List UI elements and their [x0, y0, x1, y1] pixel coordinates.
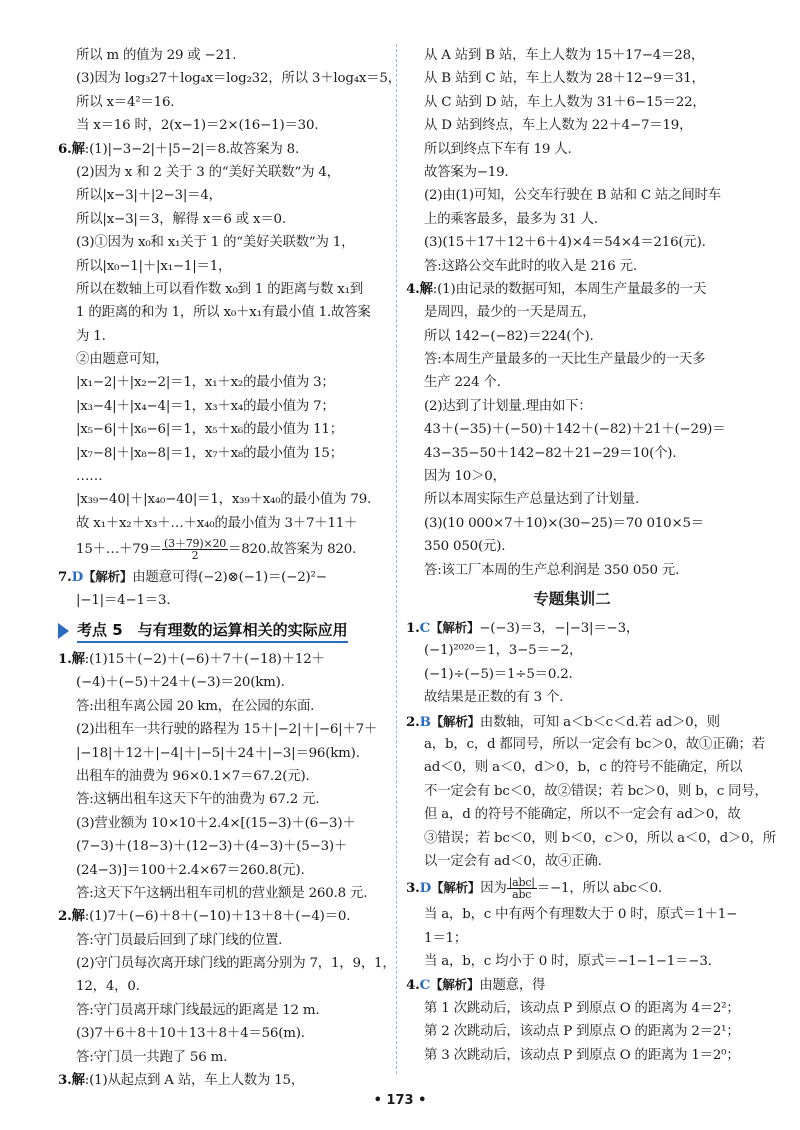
text-line: 答:守门员最后回到了球门线的位置.	[76, 932, 283, 948]
text-line: 以一定会有 ad＜0，故④正确.	[424, 853, 602, 869]
text-line: (2)出租车一共行驶的路程为 15＋|−2|＋|−6|＋7＋	[76, 722, 378, 738]
text-line: 1＝1；	[424, 930, 468, 946]
text-line: (3)7＋6＋8＋10＋13＋8＋4＝56(m).	[76, 1026, 305, 1042]
text-fragment: ＝−1，所以 abc＜0.	[536, 881, 662, 897]
text-line: 当 a，b，c 均小于 0 时，原式＝−1−1−1＝−3.	[424, 954, 712, 970]
text-line: (7−3)＋(18−3)＋(12−3)＋(4−3)＋(5−3)＋	[76, 839, 348, 855]
question-number: 7.	[58, 569, 72, 586]
page-number: • 173 •	[373, 1093, 427, 1108]
text-line: (2)因为 x 和 2 关于 3 的“美好关联数”为 4，	[76, 164, 340, 180]
triangle-marker-icon	[58, 623, 69, 639]
fraction	[507, 877, 537, 900]
text-line: :(1)由记录的数据可知，本周生产量最多的一天	[432, 281, 707, 297]
text-line: 答:这天下午这辆出租车司机的营业额是 260.8 元.	[76, 885, 368, 901]
text-line: ……	[76, 469, 103, 485]
question-3	[58, 1069, 388, 1092]
text-line: 但 a，d 的符号不能确定，所以不一定会有 ad＞0，故	[424, 807, 741, 823]
text-line: (−1)²⁰²⁰＝1，3−5＝−2，	[424, 643, 583, 659]
question-number: 1.	[58, 650, 72, 667]
question-number: 6.	[58, 140, 72, 157]
text-line: 第 2 次跳动后，该动点 P 到原点 O 的距离为 2＝2¹；	[424, 1024, 740, 1040]
text-line: 所以 142−(−82)＝224(个).	[424, 328, 594, 344]
question-number: 2.	[406, 713, 420, 730]
question-6	[58, 138, 388, 161]
text-fragment: 因为	[480, 881, 507, 897]
left-column	[58, 44, 401, 1092]
fraction-line	[58, 535, 388, 565]
question-number: 4.	[406, 977, 420, 994]
text-line: 生产 224 个.	[424, 375, 501, 391]
fraction	[162, 538, 228, 561]
solution-label: 解	[71, 908, 85, 925]
text-line: :(1)15＋(−2)＋(−6)＋7＋(−18)＋12＋	[84, 651, 325, 667]
fraction-denominator: 2	[191, 549, 199, 563]
answer-letter: C	[419, 977, 431, 994]
analysis-tag: 【解析】	[430, 713, 480, 729]
text-line: 所以 m 的值为 29 或 −21.	[76, 48, 237, 63]
text-line: (3)营业额为 10×10＋2.4×[(15−3)＋(6−3)＋	[76, 815, 356, 831]
text-line: −(−3)＝3，−|−3|＝−3，	[479, 620, 640, 636]
text-line: (3)因为 log₃27＋log₄x＝log₂32，所以 3＋log₄x＝5，	[76, 71, 401, 87]
solution-label: 解	[71, 650, 85, 667]
text-line: ②由题意可知，	[76, 352, 169, 368]
text-line: 所以在数轴上可以看作数 x₀到 1 的距离与数 x₁到	[76, 281, 364, 297]
question-3	[406, 873, 738, 903]
text-line: (−1)÷(−5)＝1÷5＝0.2.	[424, 666, 573, 682]
question-1	[58, 648, 388, 671]
text-line: 所以 x＝4²＝16.	[76, 94, 175, 110]
text-line: 为 1.	[76, 328, 106, 344]
question-1	[406, 616, 738, 639]
answer-letter: D	[71, 569, 84, 586]
text-line: 43＋(−35)＋(−50)＋142＋(−82)＋21＋(−29)＝	[424, 422, 726, 438]
text-line: 第 1 次跳动后，该动点 P 到原点 O 的距离为 4＝2²；	[424, 1000, 740, 1016]
text-line: 所以到终点下车有 19 人.	[424, 141, 572, 157]
text-line: :(1)|−3−2|＋|5−2|＝8.故答案为 8.	[84, 141, 300, 157]
text-line: |−1|＝4−1＝3.	[76, 592, 171, 608]
text-line: 答:本周生产量最多的一天比生产量最少的一天多	[424, 352, 706, 368]
text-line: 所以|x−3|＝3，解得 x＝6 或 x＝0.	[76, 211, 286, 227]
text-line: 43−35−50＋142−82＋21−29＝10(个).	[424, 445, 677, 461]
section-title: 考点 5 与有理数的运算相关的实际应用	[77, 619, 348, 643]
text-line: (3)①因为 x₀和 x₁关于 1 的“美好关联数”为 1，	[76, 235, 355, 251]
text-line: 上的乘客最多，最多为 31 人.	[424, 211, 598, 227]
solution-label: 解	[71, 1072, 85, 1089]
text-line: |x₁−2|＋|x₂−2|＝1，x₁＋x₂的最小值为 3；	[76, 375, 335, 391]
text-line: |x₅−6|＋|x₆−6|＝1，x₅＋x₆的最小值为 11；	[76, 422, 343, 438]
question-number: 4.	[406, 280, 420, 297]
text-line: 故结果是正数的有 3 个.	[424, 690, 564, 706]
analysis-tag: 【解析】	[431, 880, 481, 896]
text-line: 从 A 站到 B 站，车上人数为 15＋17−4＝28，	[424, 48, 705, 63]
text-line: 所以|x₀−1|＋|x₁−1|＝1，	[76, 258, 232, 274]
text-line: 故 x₁＋x₂＋x₃＋…＋x₄₀的最小值为 3＋7＋11＋	[76, 515, 358, 531]
text-line: (2)由(1)可知，公交车行驶在 B 站和 C 站之间时车	[424, 188, 721, 204]
text-line: (24−3)]＝100＋2.4×67＝260.8(元).	[76, 862, 305, 878]
text-fragment: 15＋…＋79＝	[76, 542, 163, 558]
text-line: |x₇−8|＋|x₈−8|＝1，x₇＋x₈的最小值为 15；	[76, 445, 343, 461]
text-line: 答:这辆出租车这天下午的油费为 67.2 元.	[76, 792, 320, 808]
question-2	[406, 710, 738, 733]
column-divider	[396, 44, 397, 1074]
question-4	[406, 278, 738, 301]
text-line: 350 050(元).	[424, 539, 506, 555]
text-line: |x₃−4|＋|x₄−4|＝1，x₃＋x₄的最小值为 7；	[76, 398, 335, 414]
text-line: (2)守门员每次离开球门线的距离分别为 7，1，9，1，	[76, 956, 396, 972]
solution-label: 解	[419, 280, 433, 297]
text-line: 1 的距离的和为 1，所以 x₀＋x₁有最小值 1.故答案	[76, 305, 371, 321]
text-line: 12，4，0.	[76, 979, 140, 995]
text-line: 所以|x−3|＋|2−3|＝4，	[76, 188, 222, 204]
special-section-title: 专题集训二	[533, 589, 611, 608]
fraction-numerator: (3＋79)×20	[164, 537, 227, 551]
answer-letter: C	[419, 619, 431, 636]
right-column	[406, 44, 776, 1067]
text-line: 答:守门员离开球门线最远的距离是 12 m.	[76, 1002, 320, 1018]
text-line: :(1)7＋(−6)＋8＋(−10)＋13＋8＋(−4)＝0.	[84, 909, 351, 925]
question-4	[406, 973, 738, 996]
text-line: 答:该工厂本周的生产总利润是 350 050 元.	[424, 562, 680, 578]
analysis-tag: 【解析】	[430, 977, 480, 993]
question-number: 2.	[58, 908, 72, 925]
solution-label: 解	[71, 140, 85, 157]
text-line: 是周四，最少的一天是周五，	[424, 305, 596, 321]
text-line: 答:这路公交车此时的收入是 216 元.	[424, 258, 637, 274]
text-line: 故答案为−19.	[424, 164, 509, 180]
text-line: 不一定会有 bc＜0，故②错误；若 bc＞0，则 b，c 同号，	[424, 783, 768, 799]
text-line: a，b，c，d 都同号，所以一定会有 bc＞0，故①正确；若	[424, 736, 765, 752]
fraction-denominator: abc	[512, 888, 532, 902]
text-line: 答:守门员一共跑了 56 m.	[76, 1049, 228, 1065]
text-line: (−4)＋(−5)＋24＋(−3)＝20(km).	[76, 675, 285, 691]
section-heading	[58, 616, 388, 646]
text-line: ③错误；若 bc＜0，则 b＜0，c＞0，所以 a＜0，d＞0，所	[424, 830, 776, 846]
question-2	[58, 905, 388, 928]
text-line: ad＜0，则 a＜0，d＞0，b，c 的符号不能确定，所以	[424, 760, 743, 776]
text-line: (3)(15＋17＋12＋6＋4)×4＝54×4＝216(元).	[424, 235, 706, 251]
answer-letter: D	[419, 880, 432, 897]
text-line: (2)达到了计划量.理由如下：	[424, 398, 592, 414]
text-line: 出租车的油费为 96×0.1×7＝67.2(元).	[76, 768, 310, 784]
text-line: 由题意可得(−2)⊗(−1)＝(−2)²−	[132, 570, 327, 586]
text-line: :(1)从起点到 A 站，车上人数为 15，	[84, 1073, 305, 1089]
text-line: 由数轴，可知 a＜b＜c＜d.若 ad＞0，则	[479, 714, 720, 730]
text-line: 当 x＝16 时，2(x−1)＝2×(16−1)＝30.	[76, 118, 319, 134]
question-number: 3.	[58, 1072, 72, 1089]
text-line: 答:出租车离公园 20 km，在公园的东面.	[76, 698, 315, 714]
answer-letter: B	[419, 713, 431, 730]
text-fragment: ＝820.故答案为 820.	[228, 542, 357, 558]
text-line: 由题意，得	[479, 978, 546, 994]
question-7	[58, 565, 388, 588]
text-line: (3)(10 000×7＋10)×(30−25)＝70 010×5＝	[424, 515, 704, 531]
question-number: 1.	[406, 619, 420, 636]
analysis-tag: 【解析】	[83, 569, 133, 585]
text-line: 从 C 站到 D 站，车上人数为 31＋6−15＝22，	[424, 94, 706, 110]
text-line: 所以本周实际生产总量达到了计划量.	[424, 492, 640, 508]
text-line: |x₃₉−40|＋|x₄₀−40|＝1，x₃₉＋x₄₀的最小值为 79.	[76, 492, 372, 508]
text-line: 第 3 次跳动后，该动点 P 到原点 O 的距离为 1＝2⁰；	[424, 1047, 740, 1063]
fraction-numerator: |abc|	[508, 876, 535, 890]
text-line: 因为 10＞0，	[424, 469, 506, 485]
text-line: 从 D 站到终点，车上人数为 22＋4−7＝19，	[424, 118, 693, 134]
text-line: |−18|＋12＋|−4|＋|−5|＋24＋|−3|＝96(km).	[76, 745, 360, 761]
text-line: 当 a，b，c 中有两个有理数大于 0 时，原式＝1＋1−	[424, 907, 738, 923]
text-line: 从 B 站到 C 站，车上人数为 28＋12−9＝31，	[424, 71, 705, 87]
question-number: 3.	[406, 880, 420, 897]
analysis-tag: 【解析】	[430, 619, 480, 635]
